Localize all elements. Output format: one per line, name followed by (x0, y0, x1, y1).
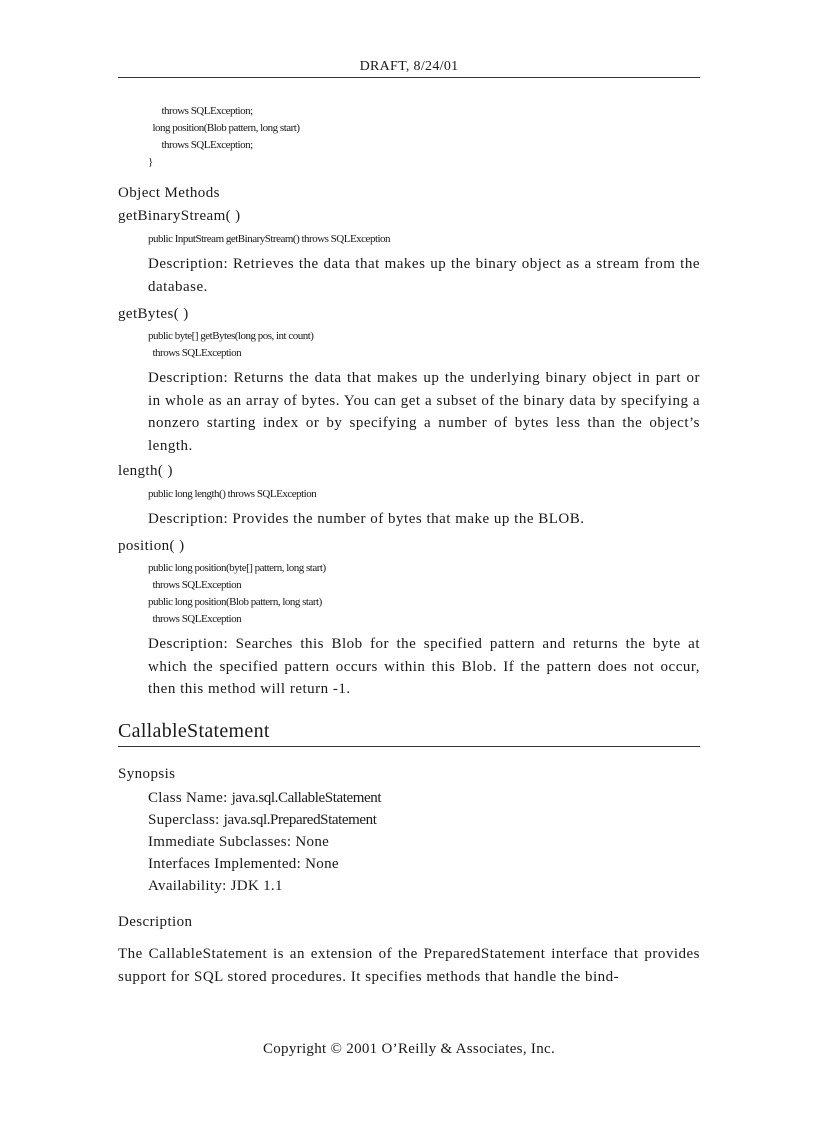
draft-header: DRAFT, 8/24/01 (359, 59, 459, 74)
synopsis-line: Interfaces Implemented: None (148, 856, 339, 872)
method-name-position: position( ) (118, 538, 185, 554)
synopsis-line: Immediate Subclasses: None (148, 834, 330, 850)
section-rule (118, 746, 700, 747)
synopsis-heading: Synopsis (118, 766, 176, 782)
object-methods-heading: Object Methods (118, 185, 220, 201)
description-paragraph: The CallableStatement is an extension of the PreparedStatement interface that provides support for SQL stored procedures. It specifies methods that handle the bind- (118, 946, 700, 985)
synopsis-line: Superclass: java.sql.PreparedStatement (148, 812, 377, 828)
method-signature-length: public long length() throws SQLException (148, 488, 317, 500)
method-description-length: Description: Provides the number of bytes that make up the BLOB. (148, 511, 585, 527)
method-name-getbinarystream: getBinaryStream( ) (118, 208, 241, 224)
method-signature-getbytes: public byte[] getBytes(long pos, int count) throws SQLException (148, 330, 314, 359)
method-description-getbytes: Description: Returns the data that makes up the underlying binary object in part or in whole as an array of bytes. You can get a subset of the binary data by specifying a nonzero starting index or by specifying a number of bytes less than the object’s length. (148, 370, 700, 454)
section-title: CallableStatement (118, 720, 270, 742)
synopsis-line: Availability: JDK 1.1 (148, 878, 283, 894)
method-description-getbinarystream: Description: Retrieves the data that makes up the binary object as a stream from the database. (148, 256, 700, 295)
code-block-continuation: throws SQLException; long position(Blob pattern, long start) throws SQLException; } (148, 105, 300, 168)
synopsis-line: Class Name: java.sql.CallableStatement (148, 790, 382, 806)
header-rule (118, 77, 700, 78)
method-name-length: length( ) (118, 463, 173, 479)
method-signature-position: public long position(byte[] pattern, long start) throws SQLException public long position(Blob pattern, long start) throws SQLException (148, 562, 326, 625)
method-description-position: Description: Searches this Blob for the specified pattern and returns the byte at which the specified pattern occurs within this Blob. If the pattern does not occur, then this method will return -1. (148, 636, 700, 697)
copyright-footer: Copyright © 2001 O’Reilly & Associates, Inc. (262, 1041, 556, 1057)
method-name-getbytes: getBytes( ) (118, 306, 189, 322)
description-heading: Description (118, 914, 193, 930)
method-signature-getbinarystream: public InputStream getBinaryStream() throws SQLException (148, 233, 391, 245)
